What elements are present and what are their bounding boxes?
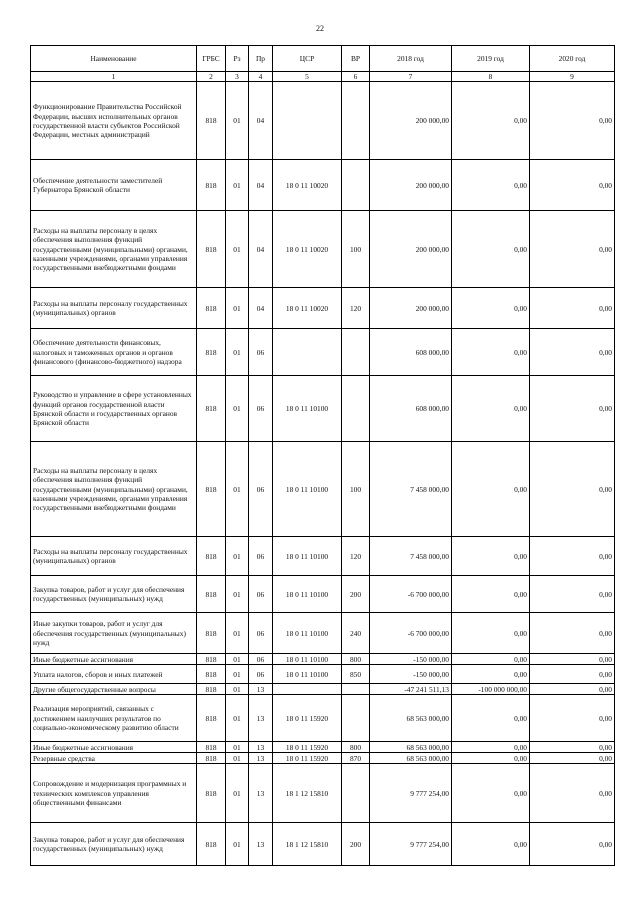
row-csr: 18 0 11 10100 bbox=[273, 613, 342, 654]
row-2020: 0,00 bbox=[530, 329, 615, 376]
row-vr: 800 bbox=[342, 654, 370, 665]
row-2019: 0,00 bbox=[452, 742, 530, 753]
row-pr: 04 bbox=[249, 288, 273, 329]
row-rz: 01 bbox=[226, 442, 249, 537]
row-csr: 18 0 11 15920 bbox=[273, 753, 342, 764]
header-grbs: ГРБС bbox=[197, 46, 226, 72]
row-name: Резервные средства bbox=[31, 753, 197, 764]
row-vr: 120 bbox=[342, 537, 370, 576]
row-grbs: 818 bbox=[197, 654, 226, 665]
row-2018: -150 000,00 bbox=[370, 654, 452, 665]
row-name: Иные закупки товаров, работ и услуг для обеспечения государственных (муниципальных) нужд bbox=[31, 613, 197, 654]
row-pr: 04 bbox=[249, 211, 273, 288]
row-csr: 18 0 11 10100 bbox=[273, 442, 342, 537]
row-2019: 0,00 bbox=[452, 211, 530, 288]
row-rz: 01 bbox=[226, 665, 249, 684]
row-2018: 68 563 000,00 bbox=[370, 695, 452, 742]
row-csr bbox=[273, 82, 342, 160]
row-name: Иные бюджетные ассигнования bbox=[31, 654, 197, 665]
row-pr: 06 bbox=[249, 537, 273, 576]
row-2019: 0,00 bbox=[452, 613, 530, 654]
table-row bbox=[31, 665, 615, 684]
row-vr: 240 bbox=[342, 613, 370, 654]
row-name: Расходы на выплаты персоналу государственных (муниципальных) органов bbox=[31, 537, 197, 576]
row-2018: 7 458 000,00 bbox=[370, 442, 452, 537]
row-2020: 0,00 bbox=[530, 654, 615, 665]
row-pr: 13 bbox=[249, 823, 273, 866]
row-rz: 01 bbox=[226, 695, 249, 742]
row-pr: 13 bbox=[249, 684, 273, 695]
table-row bbox=[31, 211, 615, 288]
row-2019: 0,00 bbox=[452, 654, 530, 665]
row-rz: 01 bbox=[226, 753, 249, 764]
row-rz: 01 bbox=[226, 537, 249, 576]
table-row bbox=[31, 288, 615, 329]
row-2018: 200 000,00 bbox=[370, 211, 452, 288]
row-2018: 200 000,00 bbox=[370, 288, 452, 329]
row-2019: 0,00 bbox=[452, 695, 530, 742]
row-pr: 13 bbox=[249, 764, 273, 823]
row-rz: 01 bbox=[226, 684, 249, 695]
row-2019: 0,00 bbox=[452, 823, 530, 866]
row-csr: 18 0 11 10100 bbox=[273, 537, 342, 576]
row-name: Расходы на выплаты персоналу в целях обеспечения выполнения функций государственными (муниципальными) органами, казенными учреждениями, органами управления государственными внебюджетными фондами bbox=[31, 211, 197, 288]
row-vr: 120 bbox=[342, 288, 370, 329]
row-2019: -100 000 000,00 bbox=[452, 684, 530, 695]
table-row bbox=[31, 753, 615, 764]
budget-table bbox=[30, 45, 615, 866]
header-name: Наименование bbox=[31, 46, 197, 72]
table-row bbox=[31, 654, 615, 665]
row-2020: 0,00 bbox=[530, 442, 615, 537]
header-2018: 2018 год bbox=[370, 46, 452, 72]
row-rz: 01 bbox=[226, 82, 249, 160]
row-grbs: 818 bbox=[197, 695, 226, 742]
row-grbs: 818 bbox=[197, 665, 226, 684]
table-row bbox=[31, 823, 615, 866]
row-vr bbox=[342, 329, 370, 376]
row-2018: 608 000,00 bbox=[370, 329, 452, 376]
row-pr: 13 bbox=[249, 695, 273, 742]
row-pr: 04 bbox=[249, 82, 273, 160]
row-grbs: 818 bbox=[197, 764, 226, 823]
row-grbs: 818 bbox=[197, 82, 226, 160]
row-2020: 0,00 bbox=[530, 823, 615, 866]
row-vr: 100 bbox=[342, 211, 370, 288]
row-rz: 01 bbox=[226, 823, 249, 866]
row-name: Расходы на выплаты персоналу государственных (муниципальных) органов bbox=[31, 288, 197, 329]
column-number-row bbox=[31, 72, 615, 82]
row-2018: 200 000,00 bbox=[370, 82, 452, 160]
row-rz: 01 bbox=[226, 613, 249, 654]
row-pr: 13 bbox=[249, 753, 273, 764]
row-vr bbox=[342, 82, 370, 160]
table-row bbox=[31, 764, 615, 823]
header-2020: 2020 год bbox=[530, 46, 615, 72]
row-vr: 100 bbox=[342, 442, 370, 537]
row-2019: 0,00 bbox=[452, 442, 530, 537]
row-grbs: 818 bbox=[197, 823, 226, 866]
row-csr: 18 0 11 15920 bbox=[273, 695, 342, 742]
row-2019: 0,00 bbox=[452, 537, 530, 576]
table-row bbox=[31, 613, 615, 654]
row-2020: 0,00 bbox=[530, 82, 615, 160]
row-vr bbox=[342, 376, 370, 442]
row-2018: -150 000,00 bbox=[370, 665, 452, 684]
row-grbs: 818 bbox=[197, 211, 226, 288]
row-2019: 0,00 bbox=[452, 376, 530, 442]
row-vr: 200 bbox=[342, 823, 370, 866]
row-grbs: 818 bbox=[197, 329, 226, 376]
table-row bbox=[31, 742, 615, 753]
row-pr: 06 bbox=[249, 613, 273, 654]
row-2018: -6 700 000,00 bbox=[370, 576, 452, 613]
row-vr bbox=[342, 695, 370, 742]
row-rz: 01 bbox=[226, 329, 249, 376]
row-2019: 0,00 bbox=[452, 665, 530, 684]
row-grbs: 818 bbox=[197, 753, 226, 764]
row-pr: 06 bbox=[249, 665, 273, 684]
row-rz: 01 bbox=[226, 288, 249, 329]
row-2020: 0,00 bbox=[530, 376, 615, 442]
row-rz: 01 bbox=[226, 376, 249, 442]
column-number: 2 bbox=[197, 72, 226, 82]
row-2018: 200 000,00 bbox=[370, 160, 452, 211]
header-rz: Рз bbox=[226, 46, 249, 72]
table-row bbox=[31, 576, 615, 613]
row-pr: 06 bbox=[249, 329, 273, 376]
row-pr: 13 bbox=[249, 742, 273, 753]
row-grbs: 818 bbox=[197, 742, 226, 753]
row-rz: 01 bbox=[226, 576, 249, 613]
column-number: 6 bbox=[342, 72, 370, 82]
row-csr: 18 0 11 10100 bbox=[273, 376, 342, 442]
column-number: 5 bbox=[273, 72, 342, 82]
column-number: 9 bbox=[530, 72, 615, 82]
row-name: Обеспечение деятельности заместителей Губернатора Брянской области bbox=[31, 160, 197, 211]
row-2019: 0,00 bbox=[452, 753, 530, 764]
column-number: 3 bbox=[226, 72, 249, 82]
row-2018: 68 563 000,00 bbox=[370, 742, 452, 753]
row-2018: 9 777 254,00 bbox=[370, 764, 452, 823]
row-csr: 18 0 11 10020 bbox=[273, 160, 342, 211]
row-vr: 200 bbox=[342, 576, 370, 613]
row-rz: 01 bbox=[226, 742, 249, 753]
row-csr: 18 0 11 15920 bbox=[273, 742, 342, 753]
row-2020: 0,00 bbox=[530, 576, 615, 613]
row-csr: 18 0 11 10020 bbox=[273, 288, 342, 329]
row-2018: 608 000,00 bbox=[370, 376, 452, 442]
header-csr: ЦСР bbox=[273, 46, 342, 72]
page-number: 22 bbox=[316, 24, 324, 33]
row-csr: 18 1 12 15810 bbox=[273, 823, 342, 866]
row-name: Закупка товаров, работ и услуг для обеспечения государственных (муниципальных) нужд bbox=[31, 823, 197, 866]
column-number: 8 bbox=[452, 72, 530, 82]
row-2020: 0,00 bbox=[530, 753, 615, 764]
row-csr: 18 0 11 10100 bbox=[273, 576, 342, 613]
table-row bbox=[31, 82, 615, 160]
row-grbs: 818 bbox=[197, 442, 226, 537]
row-2020: 0,00 bbox=[530, 211, 615, 288]
table-row bbox=[31, 684, 615, 695]
row-rz: 01 bbox=[226, 211, 249, 288]
row-name: Функционирование Правительства Российской Федерации, высших исполнительных органов государственной власти субъектов Российской Федерации, местных администраций bbox=[31, 82, 197, 160]
row-csr: 18 0 11 10100 bbox=[273, 665, 342, 684]
row-name: Обеспечение деятельности финансовых, налоговых и таможенных органов и органов финансового (финансово-бюджетного) надзора bbox=[31, 329, 197, 376]
header-pr: Пр bbox=[249, 46, 273, 72]
row-csr: 18 1 12 15810 bbox=[273, 764, 342, 823]
row-2019: 0,00 bbox=[452, 82, 530, 160]
row-2020: 0,00 bbox=[530, 160, 615, 211]
table-row bbox=[31, 442, 615, 537]
row-grbs: 818 bbox=[197, 576, 226, 613]
row-name: Уплата налогов, сборов и иных платежей bbox=[31, 665, 197, 684]
row-2019: 0,00 bbox=[452, 288, 530, 329]
row-csr: 18 0 11 10100 bbox=[273, 654, 342, 665]
column-number: 4 bbox=[249, 72, 273, 82]
row-csr: 18 0 11 10020 bbox=[273, 211, 342, 288]
row-pr: 06 bbox=[249, 442, 273, 537]
row-grbs: 818 bbox=[197, 613, 226, 654]
row-grbs: 818 bbox=[197, 160, 226, 211]
row-2020: 0,00 bbox=[530, 764, 615, 823]
row-pr: 06 bbox=[249, 654, 273, 665]
row-2018: -47 241 511,13 bbox=[370, 684, 452, 695]
table-row bbox=[31, 160, 615, 211]
row-vr: 870 bbox=[342, 753, 370, 764]
row-pr: 04 bbox=[249, 160, 273, 211]
row-grbs: 818 bbox=[197, 376, 226, 442]
row-name: Другие общегосударственные вопросы bbox=[31, 684, 197, 695]
row-2019: 0,00 bbox=[452, 576, 530, 613]
row-vr bbox=[342, 160, 370, 211]
row-name: Закупка товаров, работ и услуг для обеспечения государственных (муниципальных) нужд bbox=[31, 576, 197, 613]
table-row bbox=[31, 537, 615, 576]
row-2019: 0,00 bbox=[452, 329, 530, 376]
row-2020: 0,00 bbox=[530, 613, 615, 654]
row-rz: 01 bbox=[226, 654, 249, 665]
row-grbs: 818 bbox=[197, 288, 226, 329]
row-rz: 01 bbox=[226, 160, 249, 211]
row-2018: 68 563 000,00 bbox=[370, 753, 452, 764]
row-name: Иные бюджетные ассигнования bbox=[31, 742, 197, 753]
row-2020: 0,00 bbox=[530, 695, 615, 742]
header-vr: ВР bbox=[342, 46, 370, 72]
row-vr: 800 bbox=[342, 742, 370, 753]
table-row bbox=[31, 695, 615, 742]
row-2019: 0,00 bbox=[452, 160, 530, 211]
row-2020: 0,00 bbox=[530, 665, 615, 684]
row-grbs: 818 bbox=[197, 684, 226, 695]
row-2018: -6 700 000,00 bbox=[370, 613, 452, 654]
row-rz: 01 bbox=[226, 764, 249, 823]
row-2018: 7 458 000,00 bbox=[370, 537, 452, 576]
header-row bbox=[31, 46, 615, 72]
row-2020: 0,00 bbox=[530, 742, 615, 753]
column-number: 7 bbox=[370, 72, 452, 82]
row-name: Руководство и управление в сфере установленных функций органов государственной власти Брянской области и государственных органов Брянской области bbox=[31, 376, 197, 442]
row-2020: 0,00 bbox=[530, 537, 615, 576]
row-2020: 0,00 bbox=[530, 684, 615, 695]
row-name: Реализация мероприятий, связанных с достижением наилучших результатов по социально-экономическому развитию области bbox=[31, 695, 197, 742]
row-csr bbox=[273, 329, 342, 376]
row-vr bbox=[342, 764, 370, 823]
column-number: 1 bbox=[31, 72, 197, 82]
row-vr: 850 bbox=[342, 665, 370, 684]
table-row bbox=[31, 376, 615, 442]
header-2019: 2019 год bbox=[452, 46, 530, 72]
row-csr bbox=[273, 684, 342, 695]
row-name: Расходы на выплаты персоналу в целях обеспечения выполнения функций государственными (муниципальными) органами, казенными учреждениями, органами управления государственными внебюджетными фондами bbox=[31, 442, 197, 537]
row-2020: 0,00 bbox=[530, 288, 615, 329]
row-2018: 9 777 254,00 bbox=[370, 823, 452, 866]
row-2019: 0,00 bbox=[452, 764, 530, 823]
row-grbs: 818 bbox=[197, 537, 226, 576]
row-vr bbox=[342, 684, 370, 695]
row-pr: 06 bbox=[249, 376, 273, 442]
table-row bbox=[31, 329, 615, 376]
row-name: Сопровождение и модернизация программных и технических комплексов управления общественными финансами bbox=[31, 764, 197, 823]
row-pr: 06 bbox=[249, 576, 273, 613]
